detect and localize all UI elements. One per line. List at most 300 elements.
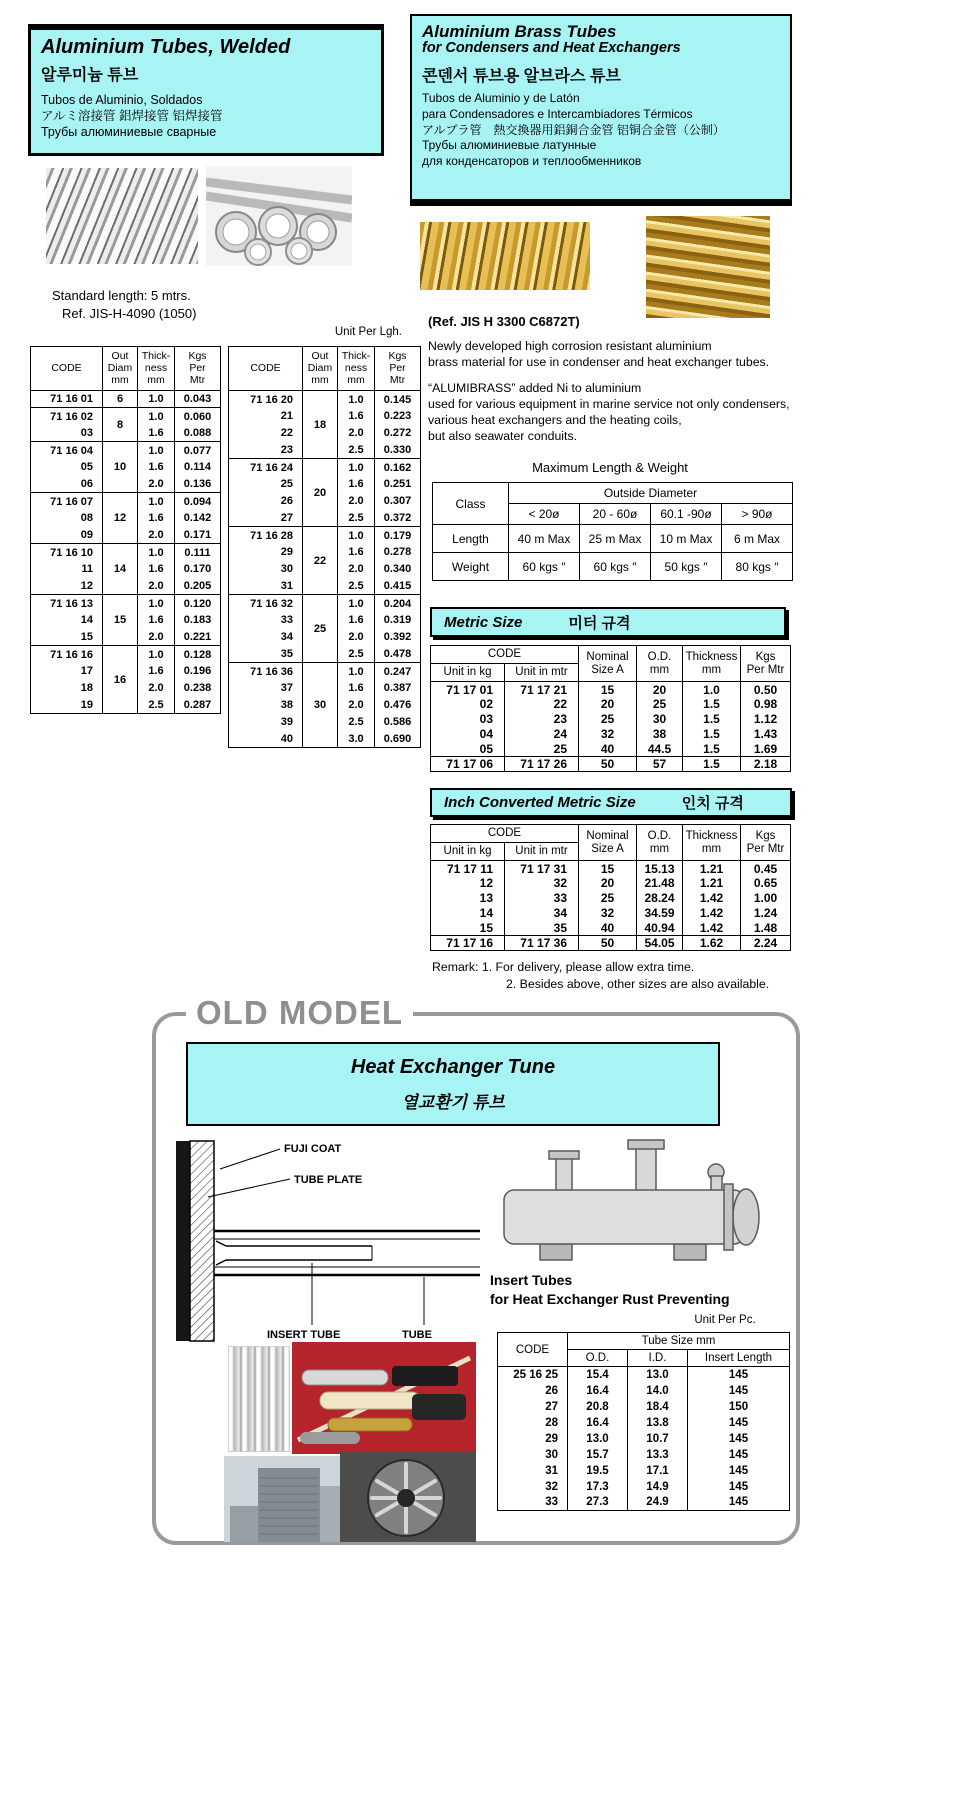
inch-size-title: Inch Converted Metric Size <box>444 794 636 811</box>
cell: 13.0 <box>568 1431 628 1447</box>
cell: 22 <box>280 427 293 440</box>
cell: 8 <box>103 408 138 442</box>
cell: 14.9 <box>628 1479 688 1495</box>
cell: 25 m Max <box>580 525 651 553</box>
cell: 08 <box>80 512 93 525</box>
welded-tubes-photo <box>46 168 198 264</box>
unit-per-pc-note: Unit Per Pc. <box>694 1314 756 1326</box>
od-col-header: 20 - 60ø <box>580 504 651 525</box>
desc-line: but also seawater conduits. <box>428 428 578 443</box>
cell: 34 <box>280 631 293 644</box>
cell: 33 <box>545 1496 558 1509</box>
cell: 18 <box>303 391 338 459</box>
cell: 13 <box>479 891 493 906</box>
cell: 1.0 <box>338 391 375 408</box>
cell: 0.586 <box>375 714 421 731</box>
cell: 0.077 <box>175 442 221 459</box>
od-header: O.D. mm <box>637 646 683 682</box>
cell: 23 <box>280 444 293 456</box>
cell: 38 <box>637 727 683 742</box>
cell: 0.179 <box>375 527 421 544</box>
code-header: CODE <box>431 825 579 843</box>
table-row <box>498 1447 790 1463</box>
cell: 0.415 <box>375 578 421 595</box>
cell: 39 <box>280 716 293 729</box>
cell: 1.62 <box>683 936 741 951</box>
cell: 71 16 01 <box>31 391 103 408</box>
cell: 10 m Max <box>651 525 722 553</box>
cell: 25 <box>303 595 338 663</box>
cell: 0.287 <box>175 697 221 714</box>
cell: 6 <box>103 391 138 408</box>
cell: 71 17 16 <box>431 936 505 951</box>
tube-bundle-photo <box>206 166 352 266</box>
cell: 0.128 <box>175 646 221 663</box>
cell: 71 16 32 <box>229 595 303 612</box>
cell: 71 17 06 <box>431 757 505 772</box>
insert-length-header: Insert Length <box>688 1350 790 1367</box>
cell: 17 <box>80 665 93 678</box>
cell: 26 <box>545 1384 558 1397</box>
cell: 1.5 <box>683 757 741 772</box>
table-row <box>431 682 791 697</box>
cell: 71 17 11 <box>446 861 493 876</box>
cell: 0.387 <box>375 680 421 697</box>
cell: 21 <box>280 410 293 423</box>
table-row <box>31 408 221 425</box>
table-row <box>431 861 791 876</box>
cell: 0.088 <box>175 425 221 442</box>
cell: 14.0 <box>628 1383 688 1399</box>
cell: 2.5 <box>338 442 375 459</box>
cell: 71 16 16 <box>31 646 103 663</box>
cell: 1.0 <box>138 493 175 510</box>
cell: 34.59 <box>637 906 683 921</box>
cell: 1.42 <box>683 891 741 906</box>
cell: 0.98 <box>741 697 791 712</box>
table-row <box>31 391 221 408</box>
cell: 2.0 <box>338 561 375 578</box>
insert-tubes-photo-small <box>228 1346 290 1452</box>
cell: 1.0 <box>338 459 375 476</box>
nominal-size-header: Nominal Size A <box>579 825 637 861</box>
cell: 2.24 <box>741 936 791 951</box>
cell: 1.0 <box>138 646 175 663</box>
cell: 40.94 <box>637 921 683 936</box>
inch-size-header <box>430 788 792 817</box>
welded-title-spanish: Tubos de Aluminio, Soldados <box>41 93 203 107</box>
cell: 18.4 <box>628 1399 688 1415</box>
table-row <box>431 712 791 727</box>
table-row <box>433 525 793 553</box>
table-row <box>431 727 791 742</box>
brass-title-cjk: アルブラ管 熱交換器用鋁銅合金管 铝铜合金管（公制） <box>422 122 725 137</box>
cell: 1.6 <box>138 425 175 442</box>
cell: 0.094 <box>175 493 221 510</box>
cell: 40 <box>280 733 293 745</box>
table-row <box>229 391 421 408</box>
desc-line: Newly developed high corrosion resistant aluminium <box>428 339 712 353</box>
welded-title-cjk: アルミ溶接管 鋁焊接管 铝焊接管 <box>41 109 223 123</box>
cell: 145 <box>688 1367 790 1383</box>
tube-size-header: Tube Size mm <box>568 1333 790 1350</box>
cell: 28.24 <box>637 891 683 906</box>
metric-size-header <box>430 607 786 637</box>
cell: 1.42 <box>683 906 741 921</box>
cell: 15 <box>80 631 93 643</box>
cell: 50 <box>579 936 637 951</box>
cell: 1.5 <box>683 742 741 757</box>
cell: 1.48 <box>741 921 791 936</box>
table-row <box>498 1479 790 1495</box>
brass-jis-ref: (Ref. JIS H 3300 C6872T) <box>428 314 580 329</box>
cell: 0.196 <box>175 663 221 680</box>
cell: 14 <box>80 614 93 627</box>
cell: 1.6 <box>338 680 375 697</box>
cell: 2.18 <box>741 757 791 772</box>
tube-section-graphic <box>162 1135 484 1347</box>
cell: 32 <box>579 906 637 921</box>
unit-mtr-header: Unit in mtr <box>505 843 579 861</box>
remark-line-1: Remark: 1. For delivery, please allow extra time. <box>432 960 695 974</box>
od-header: O.D. <box>568 1350 628 1367</box>
welded-header-box <box>28 24 384 156</box>
cell: 0.043 <box>175 391 221 408</box>
col-header-code: CODE <box>229 347 303 391</box>
cell: 03 <box>479 712 493 727</box>
cell: 145 <box>688 1431 790 1447</box>
cell: 2.5 <box>338 714 375 731</box>
cell: 1.21 <box>683 876 741 891</box>
unit-per-lgh-note: Unit Per Lgh. <box>334 326 402 338</box>
table-row <box>229 459 421 476</box>
cell: 1.0 <box>338 595 375 612</box>
cell: 31 <box>545 1464 558 1477</box>
cell: 3.0 <box>338 731 375 748</box>
col-header-thickness: Thick- ness mm <box>338 347 375 391</box>
outside-diameter-header: Outside Diameter <box>509 483 793 504</box>
cell: 71 17 36 <box>505 936 579 951</box>
cell: 2.5 <box>338 578 375 595</box>
cell: 25 <box>579 891 637 906</box>
cell: 2.0 <box>138 527 175 544</box>
table-row <box>31 493 221 510</box>
kgs-header: Kgs Per Mtr <box>741 646 791 682</box>
cell: 40 <box>579 742 637 757</box>
cell: 0.145 <box>375 391 421 408</box>
cell: 26 <box>280 495 293 508</box>
unit-mtr-header: Unit in mtr <box>505 664 579 682</box>
table-row <box>31 442 221 459</box>
table-row <box>431 876 791 891</box>
cell: 32 <box>545 1480 558 1493</box>
cell: 0.171 <box>175 527 221 544</box>
heat-exchanger-title-box <box>186 1042 720 1126</box>
table-row <box>498 1431 790 1447</box>
cell: 29 <box>545 1432 558 1445</box>
brass-tubes-photo-2 <box>646 216 770 318</box>
brass-title: Aluminium Brass Tubes <box>422 22 617 41</box>
cell: 34 <box>505 906 579 921</box>
cell: 33 <box>505 891 579 906</box>
cell: 27 <box>545 1400 558 1413</box>
cell: 02 <box>479 697 493 712</box>
cell: 71 16 04 <box>31 442 103 459</box>
table-row <box>433 553 793 581</box>
cell: 0.247 <box>375 663 421 680</box>
cell: 16 <box>103 646 138 714</box>
cell: 71 16 24 <box>229 459 303 476</box>
cell: 0.170 <box>175 561 221 578</box>
cell: 0.205 <box>175 578 221 595</box>
cell: 0.690 <box>375 731 421 748</box>
table-row <box>431 697 791 712</box>
thickness-header: Thickness mm <box>683 646 741 682</box>
row-label: Weight <box>433 553 509 581</box>
table-row <box>498 1399 790 1415</box>
cell: 1.21 <box>683 861 741 876</box>
cell: 1.6 <box>338 408 375 425</box>
cell: 1.0 <box>138 408 175 425</box>
table-row <box>31 646 221 663</box>
cell: 1.0 <box>338 663 375 680</box>
cell: 1.6 <box>138 459 175 476</box>
cell: 30 <box>637 712 683 727</box>
cell: 03 <box>80 427 93 439</box>
cell: 25 <box>280 478 293 491</box>
cell: 0.65 <box>741 876 791 891</box>
unit-kg-header: Unit in kg <box>431 843 505 861</box>
cell: 32 <box>505 876 579 891</box>
cell: 0.45 <box>741 861 791 876</box>
unit-kg-header: Unit in kg <box>431 664 505 682</box>
desc-line: used for various equipment in marine service not only condensers, <box>428 396 790 411</box>
cell: 2.0 <box>138 476 175 493</box>
cell: 12 <box>80 580 93 592</box>
cell: 35 <box>505 921 579 936</box>
cell: 0.183 <box>175 612 221 629</box>
cell: 0.251 <box>375 476 421 493</box>
cell: 6 m Max <box>722 525 793 553</box>
cell: 27 <box>280 512 293 524</box>
cell: 0.060 <box>175 408 221 425</box>
max-length-weight-table <box>432 482 793 581</box>
cell: 20 <box>579 697 637 712</box>
col-header-thickness: Thick- ness mm <box>138 347 175 391</box>
cell: 1.24 <box>741 906 791 921</box>
cell: 06 <box>80 478 93 490</box>
cell: 71 17 31 <box>505 861 579 876</box>
cell: 15 <box>479 921 493 936</box>
cell: 60 kgs ″ <box>580 553 651 581</box>
cell: 2.5 <box>338 646 375 663</box>
cell: 145 <box>688 1415 790 1431</box>
tube-bundle-graphic <box>206 166 352 266</box>
cell: 24.9 <box>628 1495 688 1511</box>
cell: 25 <box>505 742 579 757</box>
cell: 2.5 <box>338 510 375 527</box>
cell: 1.6 <box>138 561 175 578</box>
cell: 0.50 <box>741 682 791 697</box>
cell: 71 16 28 <box>229 527 303 544</box>
cell: 1.43 <box>741 727 791 742</box>
cell: 145 <box>688 1479 790 1495</box>
cell: 29 <box>280 546 293 559</box>
cell: 40 m Max <box>509 525 580 553</box>
cell: 18 <box>80 682 93 695</box>
cell: 71 17 01 <box>446 682 493 697</box>
cell: 71 16 13 <box>31 595 103 612</box>
cell: 32 <box>579 727 637 742</box>
cell: 14 <box>103 544 138 595</box>
diagram-label-insert-tube: INSERT TUBE <box>267 1329 341 1341</box>
cell: 12 <box>103 493 138 544</box>
od-col-header: > 90ø <box>722 504 793 525</box>
cell: 0.392 <box>375 629 421 646</box>
cell: 37 <box>280 682 293 695</box>
cell: 15.13 <box>637 861 683 876</box>
cell: 1.0 <box>683 682 741 697</box>
cell: 23 <box>505 712 579 727</box>
heat-exchanger-title-korean: 열교환기 튜브 <box>401 1093 505 1112</box>
cell: 30 <box>303 663 338 748</box>
cell: 09 <box>80 529 93 541</box>
cell: 0.223 <box>375 408 421 425</box>
cell: 0.136 <box>175 476 221 493</box>
cell: 0.221 <box>175 629 221 646</box>
cell: 2.0 <box>138 680 175 697</box>
cell: 25 <box>637 697 683 712</box>
cell: 0.204 <box>375 595 421 612</box>
cell: 1.0 <box>138 442 175 459</box>
cell: 2.5 <box>138 697 175 714</box>
remark-line-2: 2. Besides above, other sizes are also available. <box>506 977 770 991</box>
welded-title-russian: Трубы алюминиевые сварные <box>41 125 217 139</box>
brass-header-box <box>410 14 792 206</box>
heat-exchanger-drawing <box>478 1132 790 1272</box>
diagram-label-fuji-coat: FUJI COAT <box>284 1143 342 1155</box>
heat-exchanger-graphic <box>478 1132 790 1272</box>
cell: 17.3 <box>568 1479 628 1495</box>
cell: 150 <box>688 1399 790 1415</box>
code-header: CODE <box>498 1333 568 1367</box>
cell: 1.0 <box>138 391 175 408</box>
cell: 35 <box>280 648 293 660</box>
cell: 50 <box>579 757 637 772</box>
brass-title-korean: 콘덴서 튜브용 알브라스 튜브 <box>422 67 621 85</box>
insert-tubes-subtitle: for Heat Exchanger Rust Preventing <box>490 1291 730 1307</box>
cell: 0.120 <box>175 595 221 612</box>
cell: 1.6 <box>338 476 375 493</box>
cell: 1.5 <box>683 727 741 742</box>
cell: 0.476 <box>375 697 421 714</box>
table-row <box>498 1495 790 1511</box>
cell: 15 <box>579 682 637 697</box>
cell: 0.111 <box>175 544 221 561</box>
cell: 1.00 <box>741 891 791 906</box>
cell: 19 <box>80 699 93 711</box>
cell: 22 <box>303 527 338 595</box>
thickness-header: Thickness mm <box>683 825 741 861</box>
cell: 0.272 <box>375 425 421 442</box>
cell: 1.5 <box>683 697 741 712</box>
cell: 71 16 02 <box>31 408 103 425</box>
cell: 30 <box>280 563 293 576</box>
cell: 0.372 <box>375 510 421 527</box>
table-row <box>431 891 791 906</box>
cell: 0.478 <box>375 646 421 663</box>
cell: 13.0 <box>628 1367 688 1383</box>
cell: 71 16 36 <box>229 663 303 680</box>
brass-tubes-photo-1 <box>420 222 590 290</box>
inch-size-table <box>430 824 791 951</box>
diagram-label-tube: TUBE <box>402 1329 432 1341</box>
cell: 54.05 <box>637 936 683 951</box>
table-row <box>498 1367 790 1383</box>
table-row <box>229 527 421 544</box>
cell: 12 <box>479 876 493 891</box>
cell: 1.5 <box>683 712 741 727</box>
insert-tubes-table <box>497 1332 790 1511</box>
cell: 57 <box>637 757 683 772</box>
cell: 27.3 <box>568 1495 628 1511</box>
insert-tubes-title: Insert Tubes <box>490 1272 573 1288</box>
table-row <box>31 544 221 561</box>
od-col-header: < 20ø <box>509 504 580 525</box>
brass-title-spanish-1: Tubos de Aluminio y de Latón <box>422 90 580 105</box>
cell: 22 <box>505 697 579 712</box>
cell: 1.69 <box>741 742 791 757</box>
table-row <box>431 757 791 772</box>
cell: 20.8 <box>568 1399 628 1415</box>
table-row <box>498 1383 790 1399</box>
tube-section-diagram <box>162 1135 484 1347</box>
col-header-code: CODE <box>31 347 103 391</box>
brass-description-1 <box>428 338 769 370</box>
col-header-out-diam: Out Diam mm <box>303 347 338 391</box>
cell: 15 <box>579 861 637 876</box>
table-row <box>498 1463 790 1479</box>
cell: 1.0 <box>138 544 175 561</box>
cell: 14 <box>479 906 493 921</box>
inch-size-title-korean: 인치 규격 <box>681 795 744 812</box>
cell: 2.0 <box>138 578 175 595</box>
table-row <box>31 595 221 612</box>
col-header-kgs: Kgs Per Mtr <box>375 347 421 391</box>
cell: 25 16 25 <box>513 1368 558 1381</box>
cell: 80 kgs ″ <box>722 553 793 581</box>
brass-title-spanish-2: para Condensadores e Intercambiadores Térmicos <box>422 106 693 121</box>
cell: 20 <box>303 459 338 527</box>
cell: 1.0 <box>138 595 175 612</box>
welded-tubes-table-1 <box>30 346 221 714</box>
col-header-out-diam: Out Diam mm <box>103 347 138 391</box>
cell: 0.319 <box>375 612 421 629</box>
diagram-label-tube-plate: TUBE PLATE <box>294 1174 363 1186</box>
table-row <box>431 742 791 757</box>
cell: 13.3 <box>628 1447 688 1463</box>
cell: 1.6 <box>138 510 175 527</box>
cell: 0.278 <box>375 544 421 561</box>
cell: 145 <box>688 1447 790 1463</box>
cell: 71 17 21 <box>505 682 579 697</box>
heat-exchanger-title: Heat Exchanger Tune <box>350 1056 556 1078</box>
cell: 71 16 07 <box>31 493 103 510</box>
table-row <box>431 921 791 936</box>
jis-ref-note: Ref. JIS-H-4090 (1050) <box>62 306 197 321</box>
table-row <box>431 906 791 921</box>
cell: 30 <box>545 1448 558 1461</box>
